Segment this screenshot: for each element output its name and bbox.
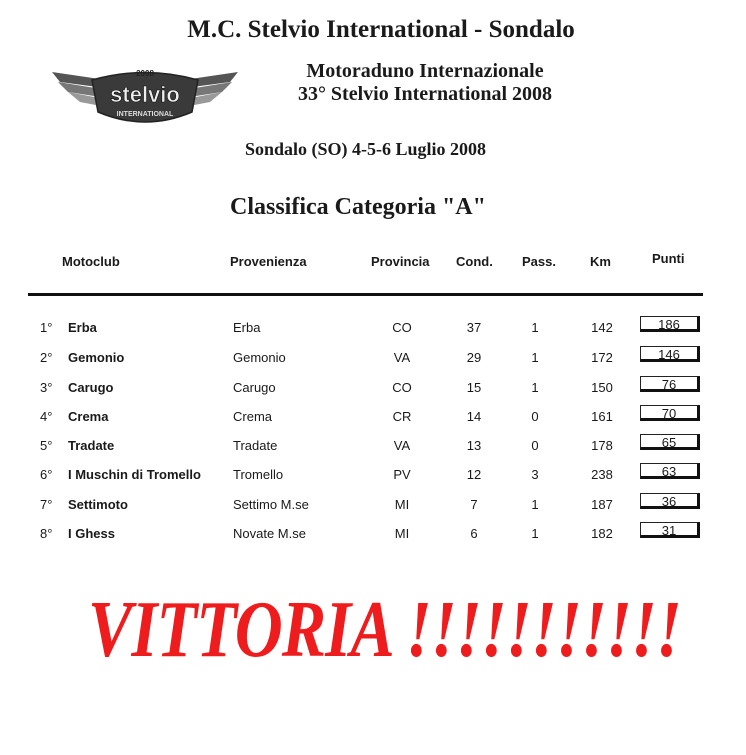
club: Tradate <box>68 438 115 453</box>
logo-word: stelvio <box>110 82 180 107</box>
club: Gemonio <box>68 350 125 365</box>
pass: 1 <box>531 320 539 335</box>
table-row <box>0 317 746 344</box>
provincia: CO <box>392 380 412 395</box>
event-title <box>250 60 600 106</box>
table-row <box>0 464 746 491</box>
provincia: VA <box>393 350 411 365</box>
provincia: MI <box>394 526 410 541</box>
club: Settimoto <box>68 497 128 512</box>
col-punti: Punti <box>652 251 685 266</box>
logo-year: 2008 <box>136 69 154 78</box>
km: 172 <box>591 350 613 365</box>
table-row <box>0 406 746 433</box>
pass: 1 <box>531 380 539 395</box>
provenienza: Novate M.se <box>233 526 306 541</box>
provincia: MI <box>394 497 410 512</box>
club-title: M.C. Stelvio International - Sondalo <box>187 16 575 43</box>
col-provincia: Provincia <box>371 254 430 269</box>
rank: 4° <box>40 409 53 424</box>
vittoria-banner: VITTORIA !!!!!!!!!!! <box>88 586 681 674</box>
cond: 15 <box>466 380 482 395</box>
provenienza: Gemonio <box>233 350 286 365</box>
cond: 29 <box>466 350 482 365</box>
rank: 1° <box>40 320 53 335</box>
club: Crema <box>68 409 109 424</box>
provenienza: Carugo <box>233 380 276 395</box>
km: 238 <box>591 467 613 482</box>
provenienza: Settimo M.se <box>233 497 309 512</box>
cond: 13 <box>466 438 482 453</box>
provenienza: Crema <box>233 409 273 424</box>
rank: 3° <box>40 380 53 395</box>
pass: 1 <box>531 350 539 365</box>
table-row <box>0 377 746 404</box>
table-row <box>0 347 746 374</box>
punti: 76 <box>640 376 700 392</box>
club: I Muschin di Tromello <box>68 467 201 482</box>
provincia: VA <box>393 438 411 453</box>
pass: 0 <box>531 409 539 424</box>
event-date: Sondalo (SO) 4-5-6 Luglio 2008 <box>245 139 487 159</box>
rank: 5° <box>40 438 53 453</box>
logo-sub: INTERNATIONAL <box>116 111 174 118</box>
table-row <box>0 494 746 521</box>
col-pass: Pass. <box>522 254 556 269</box>
punti: 65 <box>640 434 700 450</box>
provincia: CO <box>392 320 412 335</box>
km: 178 <box>591 438 613 453</box>
rank: 7° <box>40 497 53 512</box>
km: 182 <box>591 526 613 541</box>
event-line1: Motoraduno Internazionale <box>306 60 544 82</box>
rank: 6° <box>40 467 53 482</box>
pass: 1 <box>531 497 539 512</box>
club: I Ghess <box>68 526 115 541</box>
km: 161 <box>591 409 613 424</box>
col-cond: Cond. <box>456 254 493 269</box>
punti: 63 <box>640 463 700 479</box>
punti: 31 <box>640 522 700 538</box>
km: 150 <box>591 380 613 395</box>
col-provenienza: Provenienza <box>230 254 307 269</box>
classifica-title: Classifica Categoria "A" <box>230 194 486 220</box>
punti: 186 <box>640 316 700 332</box>
punti: 146 <box>640 346 700 362</box>
stelvio-logo <box>50 60 240 137</box>
pass: 0 <box>531 438 539 453</box>
cond: 12 <box>466 467 482 482</box>
rank: 2° <box>40 350 53 365</box>
cond: 6 <box>470 526 478 541</box>
col-km: Km <box>590 254 611 269</box>
provenienza: Erba <box>233 320 261 335</box>
km: 142 <box>591 320 613 335</box>
provenienza: Tradate <box>233 438 278 453</box>
table-row <box>0 435 746 462</box>
table-row <box>0 523 746 550</box>
club: Carugo <box>68 380 114 395</box>
punti: 36 <box>640 493 700 509</box>
header-rule <box>28 293 703 296</box>
provenienza: Tromello <box>233 467 284 482</box>
pass: 1 <box>531 526 539 541</box>
cond: 14 <box>466 409 482 424</box>
rank: 8° <box>40 526 53 541</box>
km: 187 <box>591 497 613 512</box>
cond: 7 <box>470 497 478 512</box>
event-line2: 33° Stelvio International 2008 <box>297 83 553 105</box>
provincia: CR <box>392 409 412 424</box>
punti: 70 <box>640 405 700 421</box>
pass: 3 <box>531 467 539 482</box>
col-motoclub: Motoclub <box>62 254 120 269</box>
cond: 37 <box>466 320 482 335</box>
club: Erba <box>68 320 97 335</box>
provincia: PV <box>393 467 411 482</box>
